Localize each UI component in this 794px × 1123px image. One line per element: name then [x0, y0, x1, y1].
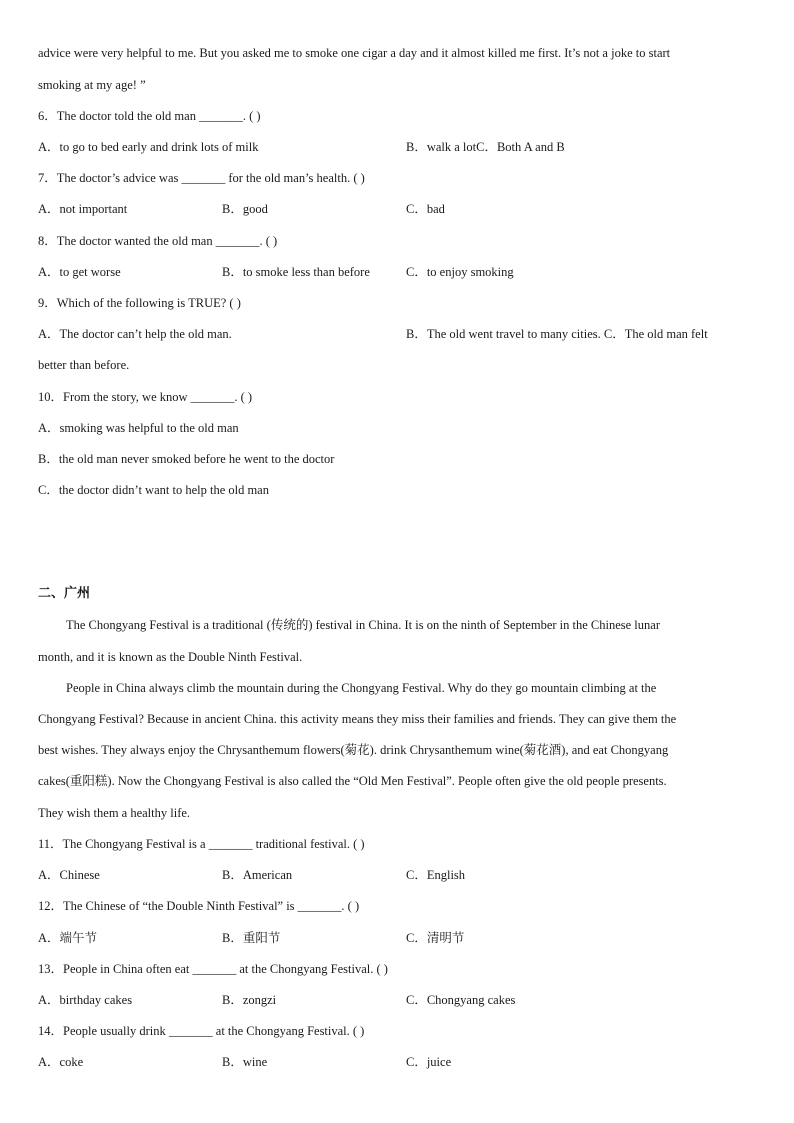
question-13-option-a: A．birthday cakes [38, 993, 133, 1007]
question-7-option-a: A．not important [38, 202, 128, 216]
question-9-stem: 9．Which of the following is TRUE? ( ) [38, 296, 241, 310]
passage-text-line: smoking at my age! ” [38, 78, 146, 92]
question-11-option-b: B．American [222, 868, 293, 882]
passage-text-line: month, and it is known as the Double Ninth Festival. [38, 650, 303, 664]
question-13-option-b: B．zongzi [222, 993, 277, 1007]
passage-text-line: They wish them a healthy life. [38, 806, 191, 820]
question-8-option-a: A．to get worse [38, 265, 121, 279]
question-7-option-b: B．good [222, 202, 268, 216]
question-13-option-c: C．Chongyang cakes [406, 993, 516, 1007]
passage-text-line: The Chongyang Festival is a traditional (传统的) festival in China. It is on the ninth of September in the Chinese lunar [66, 618, 660, 632]
question-6-option-a: A．to go to bed early and drink lots of milk [38, 140, 259, 154]
passage-text-line: cakes(重阳糕). Now the Chongyang Festival is also called the “Old Men Festival”. People often give the old people presents. [38, 774, 667, 788]
question-12-option-c: C．清明节 [406, 931, 465, 945]
question-6-option-bc: B．walk a lotC．Both A and B [406, 140, 565, 154]
question-6-stem: 6．The doctor told the old man _______. ( ) [38, 109, 261, 123]
passage-text-line: best wishes. They always enjoy the Chrysanthemum flowers(菊花). drink Chrysanthemum wine(菊花酒), and eat Chongyang [38, 743, 669, 757]
question-11-stem: 11．The Chongyang Festival is a _______ traditional festival. ( ) [38, 837, 365, 851]
question-12-stem: 12．The Chinese of “the Double Ninth Festival” is _______. ( ) [38, 899, 360, 913]
question-14-stem: 14．People usually drink _______ at the Chongyang Festival. ( ) [38, 1024, 365, 1038]
question-13-stem: 13．People in China often eat _______ at the Chongyang Festival. ( ) [38, 962, 388, 976]
question-11-option-c: C．English [406, 868, 466, 882]
question-8-option-b: B．to smoke less than before [222, 265, 370, 279]
question-10-option-b: B．the old man never smoked before he went to the doctor [38, 452, 335, 466]
question-12-option-b: B．重阳节 [222, 931, 281, 945]
passage-text-line: People in China always climb the mountain during the Chongyang Festival. Why do they go mountain climbing at the [66, 681, 657, 695]
question-14-option-a: A．coke [38, 1055, 84, 1069]
question-7-option-c: C．bad [406, 202, 445, 216]
question-9-option-c-continued: better than before. [38, 358, 130, 372]
question-14-option-c: C．juice [406, 1055, 452, 1069]
question-8-stem: 8．The doctor wanted the old man _______. ( ) [38, 234, 278, 248]
question-12-option-a: A．端午节 [38, 931, 98, 945]
passage-text-line: advice were very helpful to me. But you asked me to smoke one cigar a day and it almost killed me first. It’s not a joke to start [38, 46, 671, 60]
question-10-option-c: C．the doctor didn’t want to help the old man [38, 483, 269, 497]
question-9-option-bc: B．The old went travel to many cities. C．The old man felt [406, 327, 708, 341]
question-11-option-a: A．Chinese [38, 868, 100, 882]
question-10-option-a: A．smoking was helpful to the old man [38, 421, 239, 435]
question-8-option-c: C．to enjoy smoking [406, 265, 514, 279]
question-14-option-b: B．wine [222, 1055, 268, 1069]
passage-text-line: Chongyang Festival? Because in ancient China. this activity means they miss their families and friends. They can give them the [38, 712, 677, 726]
question-10-stem: 10．From the story, we know _______. ( ) [38, 390, 253, 404]
question-7-stem: 7．The doctor’s advice was _______ for the old man’s health. ( ) [38, 171, 365, 185]
question-9-option-a: A．The doctor can’t help the old man. [38, 327, 232, 341]
section-heading: 二、广州 [38, 586, 91, 601]
